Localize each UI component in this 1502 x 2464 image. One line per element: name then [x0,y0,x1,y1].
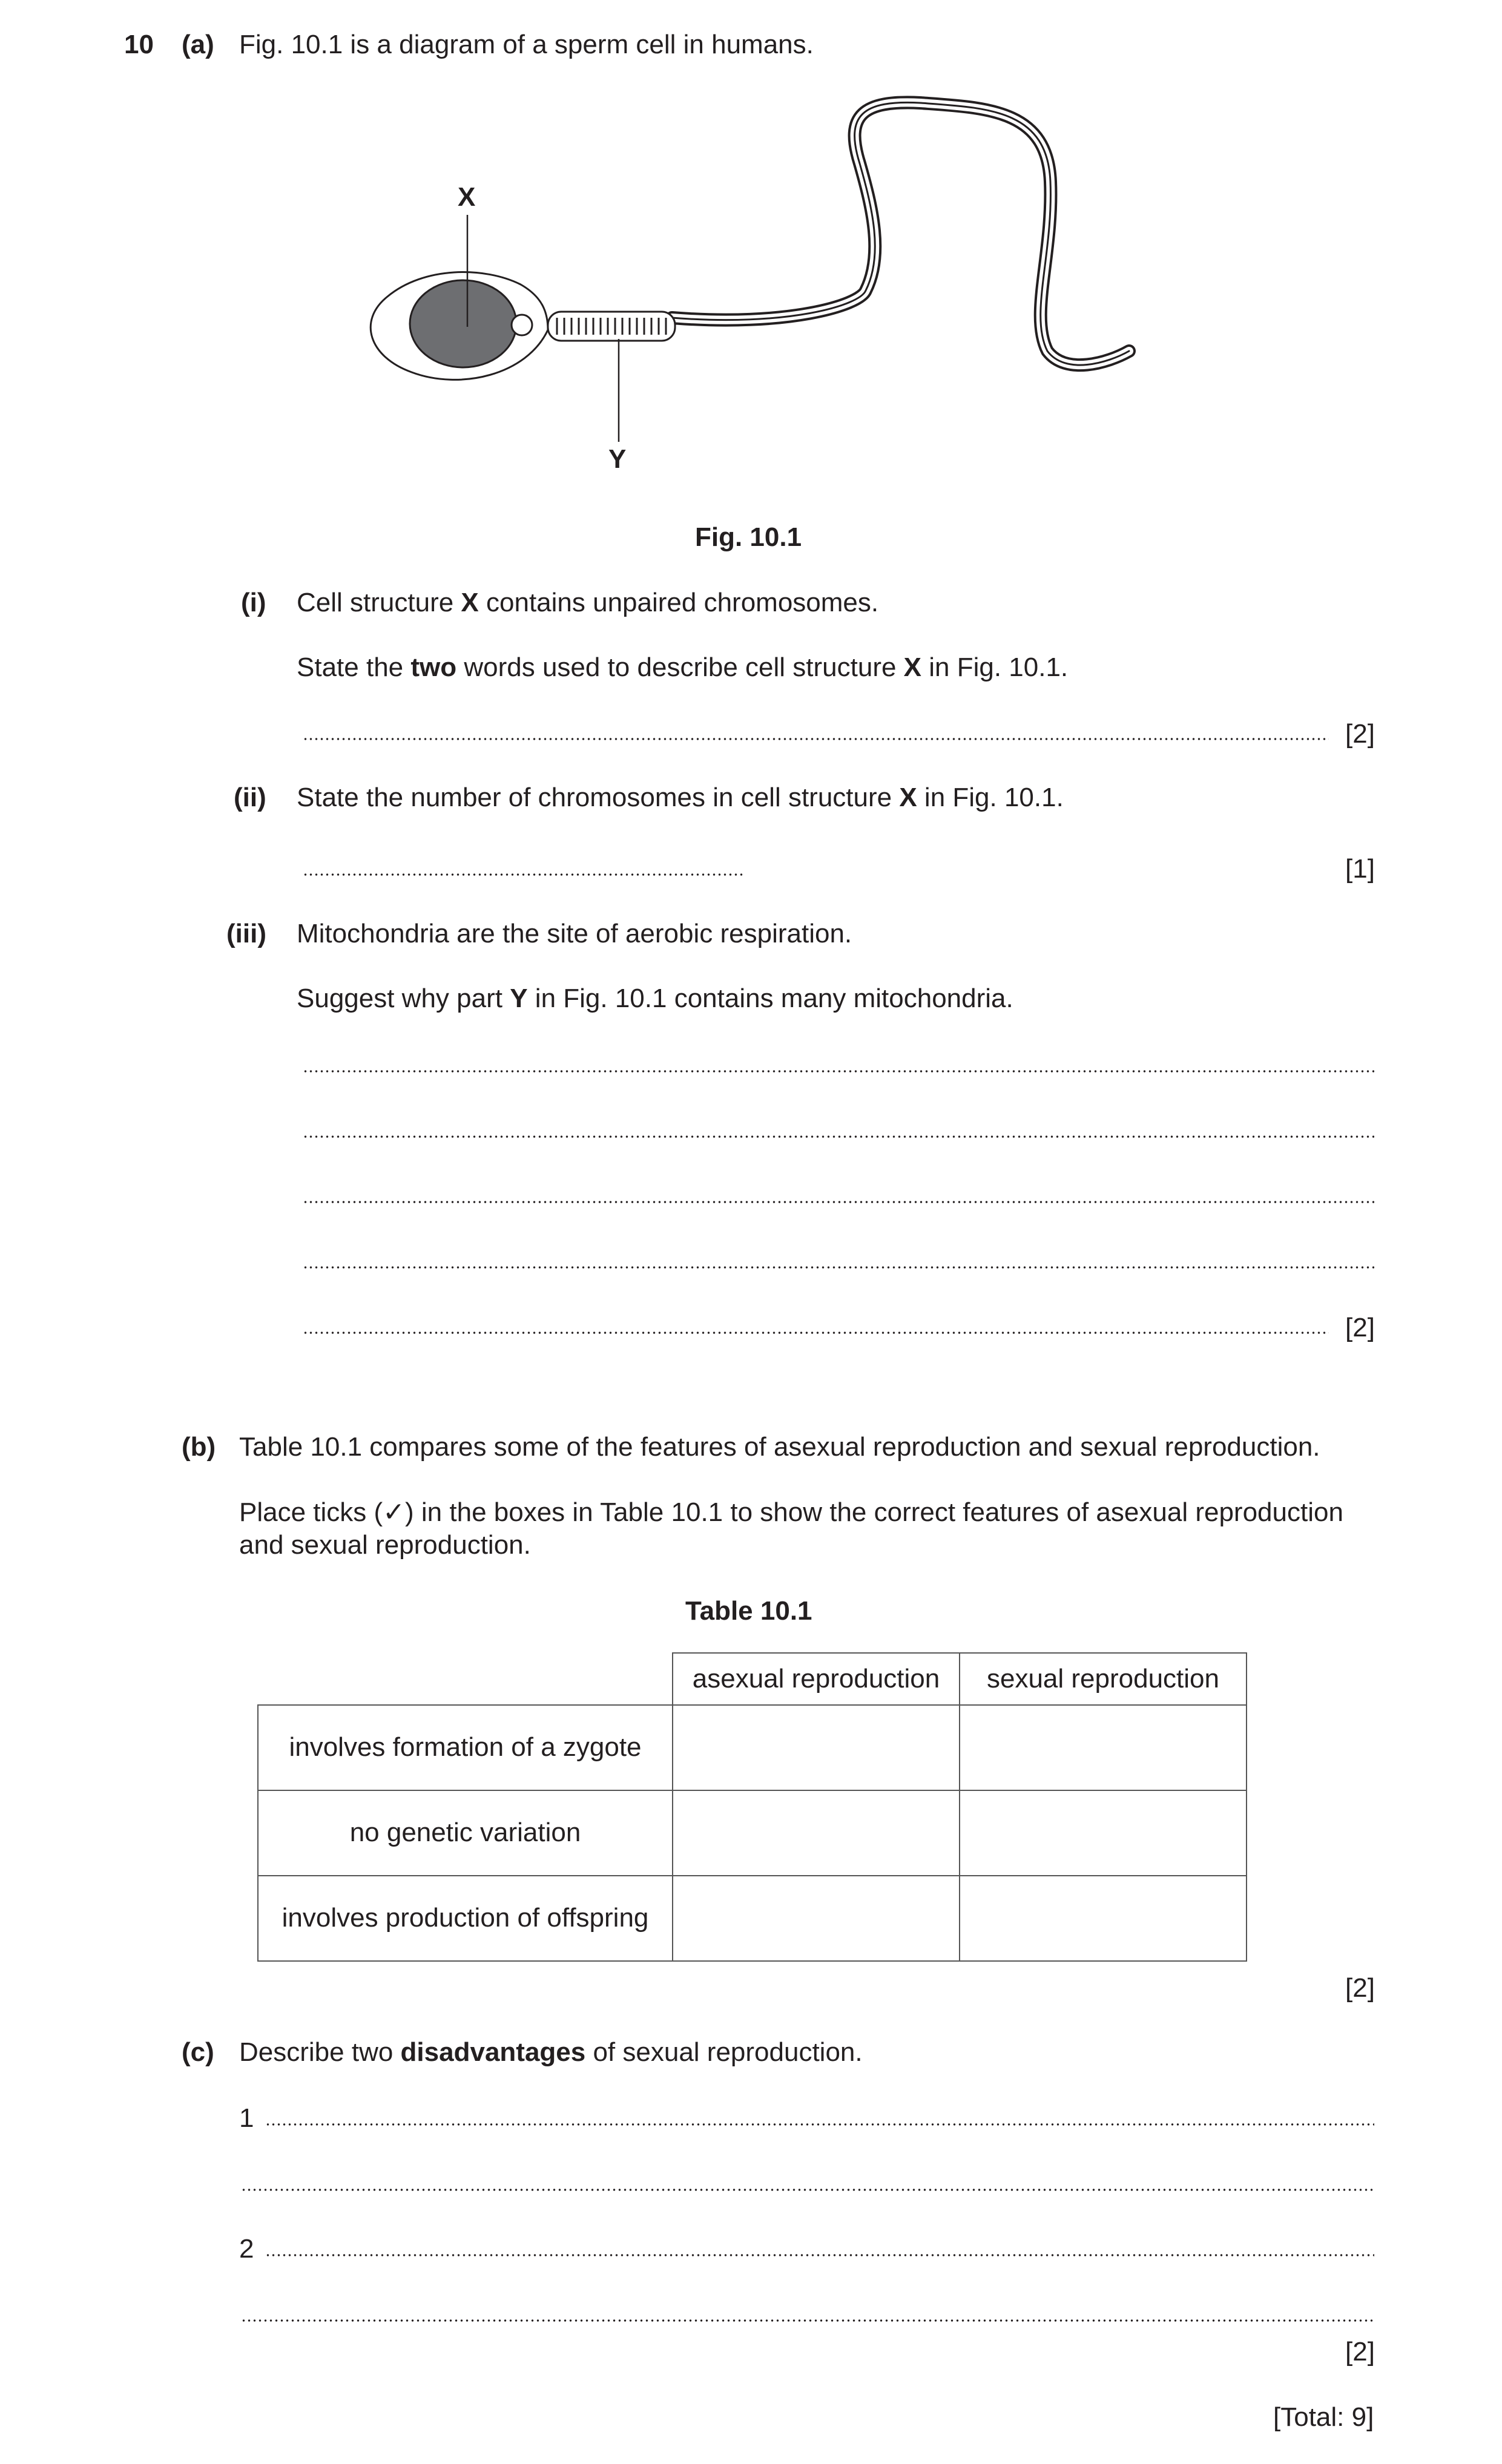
midpiece-y [548,312,675,341]
tick-box-asexual-zygote[interactable] [673,1705,960,1790]
answer-line-a-iii-4[interactable] [303,1266,1374,1269]
part-c-item-1: 1 [239,2103,254,2133]
tick-box-asexual-variation[interactable] [673,1790,960,1876]
answer-line-c-2[interactable] [241,2189,1374,2191]
part-b-line3: and sexual reproduction. [239,1530,531,1560]
nucleus-x [410,280,516,367]
part-a-iii-line1: Mitochondria are the site of aerobic respiration. [297,919,852,948]
marks-b: [2] [1345,1973,1375,2003]
sperm-cell-diagram [0,85,1502,569]
tick-box-asexual-offspring[interactable] [673,1876,960,1961]
answer-line-c-1[interactable] [265,2123,1374,2126]
answer-line-a-iii-1[interactable] [303,1070,1374,1073]
figure-caption: Fig. 10.1 [695,522,802,552]
column-header-sexual: sexual reproduction [960,1653,1247,1705]
answer-line-a-ii[interactable] [303,873,745,876]
part-a-i-label: (i) [241,588,266,617]
table-title: Table 10.1 [685,1596,812,1626]
answer-line-a-i[interactable] [303,738,1329,740]
answer-line-a-iii-3[interactable] [303,1201,1374,1203]
marks-c: [2] [1345,2337,1375,2367]
question-number: 10 [124,30,154,59]
part-a-intro: Fig. 10.1 is a diagram of a sperm cell in humans. [239,30,814,59]
column-header-asexual: asexual reproduction [673,1653,960,1705]
marks-a-ii: [1] [1345,854,1375,884]
row-label: involves formation of a zygote [258,1705,673,1790]
figure-label-x: X [458,182,476,212]
part-a-i-line2: State the two words used to describe cell structure X in Fig. 10.1. [297,652,1069,682]
marks-a-i: [2] [1345,719,1375,749]
total-marks: [Total: 9] [1273,2402,1374,2432]
part-b-line2: Place ticks (✓) in the boxes in Table 10.1 to show the correct features of asexual reproduction [239,1497,1343,1527]
part-b-label: (b) [182,1432,216,1462]
part-a-i-line1: Cell structure X contains unpaired chromosomes. [297,588,879,617]
answer-line-a-iii-5[interactable] [303,1332,1329,1334]
part-b-line1: Table 10.1 compares some of the features of asexual reproduction and sexual reproduction. [239,1432,1320,1462]
row-label: no genetic variation [258,1790,673,1876]
answer-line-c-4[interactable] [241,2319,1374,2322]
part-a-iii-line2: Suggest why part Y in Fig. 10.1 contains many mitochondria. [297,984,1013,1013]
answer-line-a-iii-2[interactable] [303,1135,1374,1138]
table-10-1 [257,1652,1247,1962]
tick-box-sexual-zygote[interactable] [960,1705,1247,1790]
part-a-iii-label: (iii) [226,919,266,948]
part-c-label: (c) [182,2037,214,2067]
marks-a-iii: [2] [1345,1313,1375,1342]
answer-line-c-3[interactable] [265,2254,1374,2256]
part-c-item-2: 2 [239,2234,254,2264]
sperm-tail [672,102,1129,365]
part-c-text: Describe two disadvantages of sexual reproduction. [239,2037,863,2067]
tick-box-sexual-offspring[interactable] [960,1876,1247,1961]
part-a-ii-label: (ii) [234,783,266,812]
tick-box-sexual-variation[interactable] [960,1790,1247,1876]
part-a-ii-text: State the number of chromosomes in cell structure X in Fig. 10.1. [297,783,1064,812]
row-label: involves production of offspring [258,1876,673,1961]
part-a-label: (a) [182,30,214,59]
figure-label-y: Y [608,444,627,474]
